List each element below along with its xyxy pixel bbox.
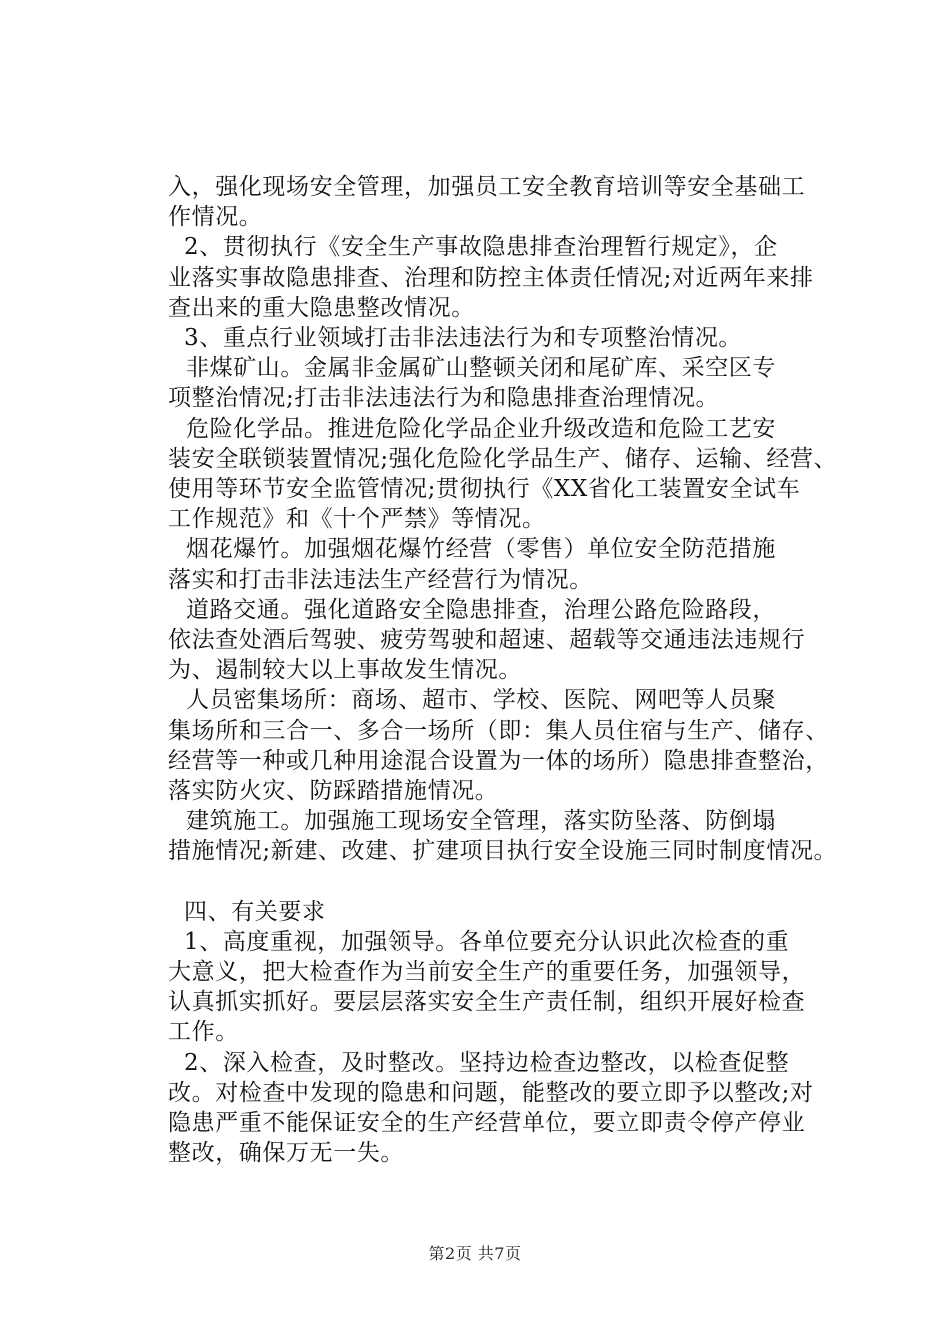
paragraph-line: 集场所和三合一、多合一场所（即：集人员住宿与生产、储存、 bbox=[168, 717, 829, 744]
paragraph-line: 装安全联锁装置情况;强化危险化学品生产、储存、运输、经营、 bbox=[168, 445, 838, 472]
paragraph-line: 查出来的重大隐患整改情况。 bbox=[168, 294, 475, 321]
paragraph-line: 认真抓实抓好。要层层落实安全生产责任制，组织开展好检查 bbox=[168, 989, 806, 1016]
paragraph-line: 经营等一种或几种用途混合设置为一体的场所）隐患排查整治， bbox=[168, 747, 829, 774]
paragraph-line: 非煤矿山。金属非金属矿山整顿关闭和尾矿库、采空区专 bbox=[186, 355, 776, 382]
paragraph-line: 危险化学品。推进危险化学品企业升级改造和危险工艺安 bbox=[186, 415, 776, 442]
paragraph-line: 落实和打击非法违法生产经营行为情况。 bbox=[168, 566, 593, 593]
paragraph-line: 使用等环节安全监管情况;贯彻执行《XX省化工装置安全试车 bbox=[168, 476, 801, 503]
paragraph-line: 业落实事故隐患排查、治理和防控主体责任情况;对近两年来排 bbox=[168, 264, 814, 291]
paragraph-line: 建筑施工。加强施工现场安全管理，落实防坠落、防倒塌 bbox=[186, 808, 776, 835]
paragraph-line: 作情况。 bbox=[168, 204, 263, 231]
paragraph-line: 措施情况;新建、改建、扩建项目执行安全设施三同时制度情况。 bbox=[168, 838, 838, 865]
paragraph-line: 工作。 bbox=[168, 1019, 239, 1046]
paragraph-line: 入，强化现场安全管理，加强员工安全教育培训等安全基础工 bbox=[168, 174, 806, 200]
section-gap bbox=[168, 867, 858, 897]
paragraph-line: 落实防火灾、防踩踏措施情况。 bbox=[168, 778, 499, 805]
paragraph-line: 整改，确保万无一失。 bbox=[168, 1140, 404, 1167]
section-heading: 四、有关要求 bbox=[184, 898, 326, 925]
paragraph-line: 1、高度重视，加强领导。各单位要充分认识此次检查的重 bbox=[184, 928, 790, 955]
paragraph-line: 大意义，把大检查作为当前安全生产的重要任务，加强领导， bbox=[168, 959, 806, 986]
paragraph-line: 项整治情况;打击非法违法行为和隐患排查治理情况。 bbox=[168, 385, 720, 412]
paragraph-line: 改。对检查中发现的隐患和问题，能整改的要立即予以整改;对 bbox=[168, 1079, 814, 1106]
paragraph-line: 依法查处酒后驾驶、疲劳驾驶和超速、超载等交通违法违规行 bbox=[168, 627, 806, 654]
paragraph-line: 隐患严重不能保证安全的生产经营单位，要立即责令停产停业 bbox=[168, 1110, 806, 1137]
paragraph-line: 3、重点行业领域打击非法违法行为和专项整治情况。 bbox=[184, 325, 743, 352]
paragraph-line: 道路交通。强化道路安全隐患排查，治理公路危险路段， bbox=[186, 596, 776, 623]
paragraph-line: 人员密集场所：商场、超市、学校、医院、网吧等人员聚 bbox=[186, 687, 776, 714]
paragraph-line: 烟花爆竹。加强烟花爆竹经营（零售）单位安全防范措施 bbox=[186, 536, 776, 563]
paragraph-line: 工作规范》和《十个严禁》等情况。 bbox=[168, 506, 546, 533]
paragraph-line: 2、贯彻执行《安全生产事故隐患排查治理暂行规定》，企 bbox=[184, 234, 778, 261]
paragraph-line: 2、深入检查，及时整改。坚持边检查边整改，以检查促整 bbox=[184, 1049, 790, 1076]
paragraph-line: 为、遏制较大以上事故发生情况。 bbox=[168, 657, 522, 684]
document-body bbox=[168, 172, 858, 1169]
page-number-footer: 第2页 共7页 bbox=[428, 1244, 522, 1263]
